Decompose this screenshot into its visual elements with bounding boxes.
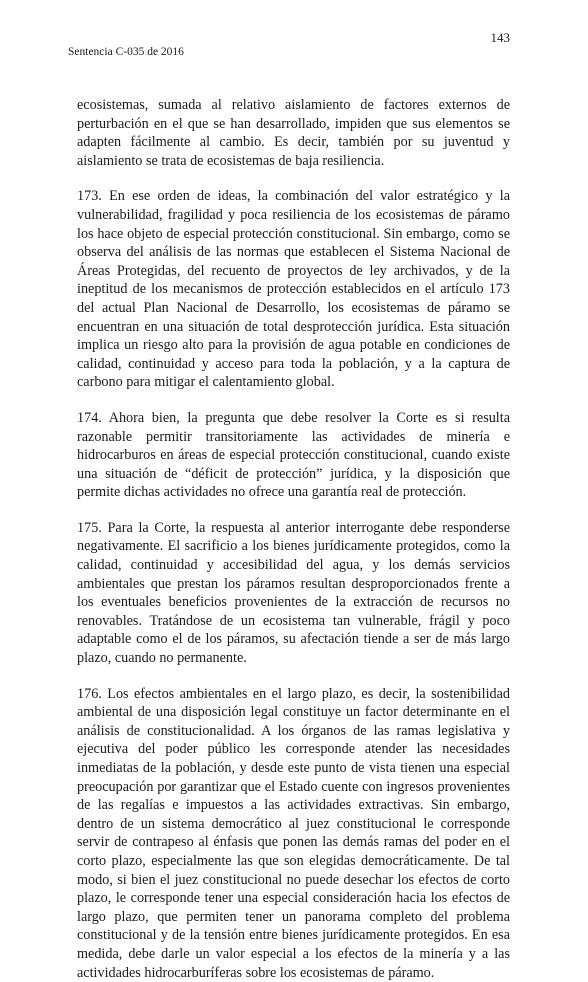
paragraph-174: 174. Ahora bien, la pregunta que debe resolver la Corte es si resulta razonable permitir transitoriamente las actividades de minería e hidrocarburos en áreas de especial protección constitucional, cuando existe una situación de “déficit de protección” jurídica, y la disposición que permite dichas actividades no ofrece una garantía real de protección. — [77, 409, 510, 501]
running-header-title: Sentencia C-035 de 2016 — [68, 46, 184, 58]
document-body — [77, 96, 510, 982]
paragraph-173: 173. En ese orden de ideas, la combinación del valor estratégico y la vulnerabilidad, fragilidad y poca resiliencia de los ecosistemas de páramo los hace objeto de especial protección constitucional. Sin embargo, como se observa del análisis de las normas que establecen el Sistema Nacional de Áreas Protegidas, del recuento de proyectos de ley archivados, y de la ineptitud de los mecanismos de protección establecidos en el artículo 173 del actual Plan Nacional de Desarrollo, los ecosistemas de páramo se encuentran en una situación de total desprotección jurídica. Esta situación implica un riesgo alto para la provisión de agua potable en condiciones de calidad, continuidad y acceso para toda la población, y a la captura de carbono para mitigar el calentamiento global. — [77, 188, 510, 391]
paragraph-continuation: ecosistemas, sumada al relativo aislamiento de factores externos de perturbación en el que se han desarrollado, impiden que sus elementos se adapten fácilmente al cambio. Es decir, también por su juventud y aislamiento se trata de ecosistemas de baja resiliencia. — [77, 97, 510, 169]
paragraph-175: 175. Para la Corte, la respuesta al anterior interrogante debe responderse negativamente. El sacrificio a los bienes jurídicamente protegidos, como la calidad, continuidad y accesibilidad del agua, y los demás servicios ambientales que prestan los páramos resultan desproporcionados frente a los eventuales beneficios provenientes de la extracción de recursos no renovables. Tratándose de un ecosistema tan vulnerable, frágil y poco adaptable como el de los páramos, su afectación tiende a ser de más largo plazo, cuando no permanente. — [77, 519, 510, 667]
paragraph-176: 176. Los efectos ambientales en el largo plazo, es decir, la sostenibilidad ambiental de una disposición legal constituye un factor determinante en el análisis de constitucionalidad. A los órganos de las ramas legislativa y ejecutiva del poder público les corresponde atender las necesidades inmediatas de la población, y desde este punto de vista tienen una especial preocupación por garantizar que el Estado cuente con ingresos provenientes de las regalías e impuestos a las actividades extractivas. Sin embargo, dentro de un sistema democrático al juez constitucional le corresponde servir de contrapeso al énfasis que ponen las demás ramas del poder en el corto plazo, especialmente las que son elegidas democráticamente. De tal modo, si bien el juez constitucional no puede desechar los efectos de corto plazo, le corresponde tener una especial consideración hacia los efectos de largo plazo, que permiten tener un panorama completo del problema constitucional y de la tensión entre bienes jurídicamente protegidos. En esa medida, debe darle un valor especial a los efectos de la minería y a las actividades hidrocarburíferas sobre los ecosistemas de páramo. — [77, 685, 510, 981]
page-number: 143 — [490, 30, 510, 45]
